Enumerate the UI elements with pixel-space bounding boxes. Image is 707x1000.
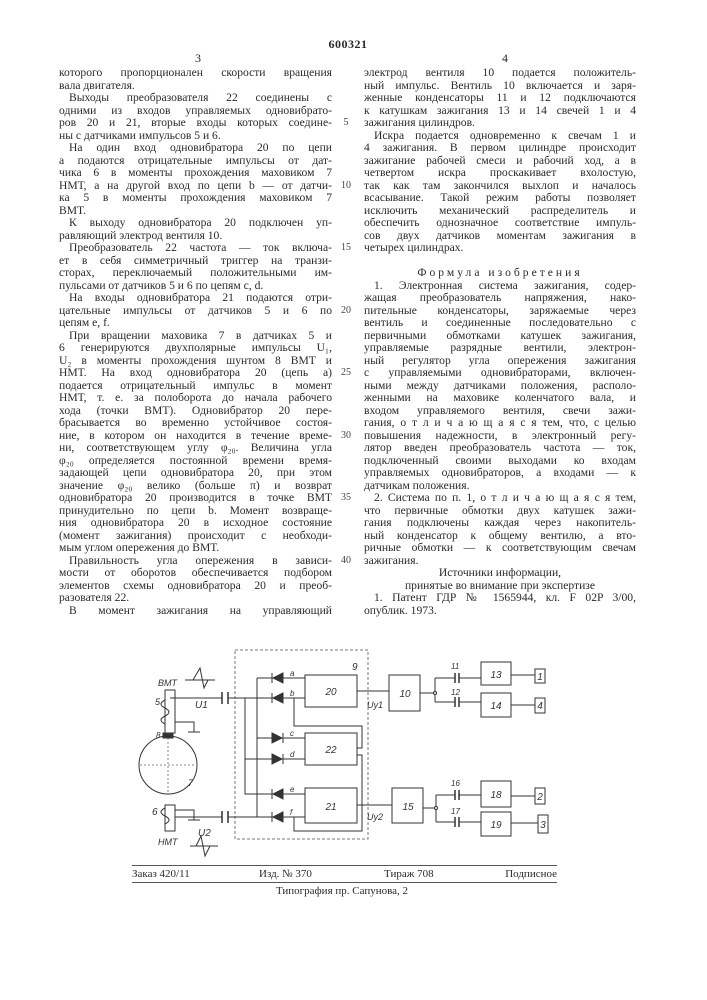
label-b: b bbox=[290, 689, 295, 698]
line-number: 10 bbox=[338, 180, 354, 191]
text-line: брасывается во временно устойчивое состоя- bbox=[59, 417, 332, 430]
diode-b bbox=[272, 693, 283, 703]
label-21: 21 bbox=[324, 802, 336, 813]
text-line: которого пропорционален скорости вращения bbox=[59, 67, 332, 80]
text-line: На один вход одновибратора 20 по цепи bbox=[59, 142, 332, 155]
label-c: c bbox=[290, 729, 294, 738]
text-line: ный конденсатор к общему вентилю, а вто- bbox=[364, 530, 636, 543]
text-line: цательные импульсы от датчиков 5 и 6 по bbox=[59, 305, 332, 318]
bus-1 bbox=[245, 698, 275, 794]
footer-order: Заказ 420/11 bbox=[132, 868, 190, 880]
text-line: пульсами от датчиков 5 и 6 по цепям c, d. bbox=[59, 280, 332, 293]
line-number: 40 bbox=[338, 555, 354, 566]
text-line: 6 генерируются двухполярные импульсы U₁, bbox=[59, 342, 332, 355]
capacitor-17 bbox=[455, 817, 459, 827]
text-line: При вращении маховика 7 в датчиках 5 и bbox=[59, 330, 332, 343]
text-line: Выходы преобразователя 22 соединены с bbox=[59, 92, 332, 105]
label-plug-2: 2 bbox=[536, 792, 543, 803]
capacitor-11 bbox=[455, 673, 459, 683]
text-line: сторах, переключаемый положительными им- bbox=[59, 267, 332, 280]
label-bdc: НМТ bbox=[158, 837, 179, 847]
text-line: ние, в котором он находится в течение време- bbox=[59, 430, 332, 443]
text-line: На входы одновибратора 21 подаются отри- bbox=[59, 292, 332, 305]
text-line: датчикам положения. bbox=[364, 480, 636, 493]
capacitor-12 bbox=[455, 697, 459, 707]
label-22: 22 bbox=[324, 745, 337, 756]
label-15: 15 bbox=[402, 802, 414, 813]
text-line: ния одновибратора 20 в исходное состояние bbox=[59, 517, 332, 530]
text-line: пительные конденсаторы, заряжаемые через bbox=[364, 305, 636, 318]
text-line: управляемых одновибраторов, а входами — к bbox=[364, 467, 636, 480]
section-heading: Формула изобретения bbox=[364, 267, 636, 280]
text-line: φ₂₀ определяется постоянной времени время- bbox=[59, 455, 332, 468]
text-line: электрод вентиля 10 подается положитель- bbox=[364, 67, 636, 80]
text-line: четырех цилиндрах. bbox=[364, 242, 636, 255]
label-16: 16 bbox=[451, 779, 460, 788]
text-line: гания подключены каждая через накопитель- bbox=[364, 517, 636, 530]
label-8: 8 bbox=[156, 731, 161, 740]
text-line: 1. Электронная система зажигания, содер- bbox=[364, 280, 636, 293]
text-line: повышения надежности, в электронный регу- bbox=[364, 430, 636, 443]
text-line: 4 зажигания. В первом цилиндре происходит bbox=[364, 142, 636, 155]
line-number: 20 bbox=[338, 305, 354, 316]
text-line: чика 6 в моменты прохождения маховиком 7 bbox=[59, 167, 332, 180]
text-line: a подаются отрицательные импульсы от дат- bbox=[59, 155, 332, 168]
left-column-number: 3 bbox=[192, 51, 204, 66]
text-line: разователя 22. bbox=[59, 592, 332, 605]
text-line: одновибратора 20 производится в точке ВМТ bbox=[59, 492, 332, 505]
label-9: 9 bbox=[352, 662, 358, 673]
label-f: f bbox=[290, 808, 293, 817]
right-column-number: 4 bbox=[499, 51, 511, 66]
text-line: опублик. 1973. bbox=[364, 605, 636, 618]
label-e: e bbox=[290, 785, 295, 794]
text-line: вала двигателя. bbox=[59, 80, 332, 93]
label-plug-3: 3 bbox=[540, 820, 546, 831]
text-line: НМТ, т. е. за полоборота до начала рабочего bbox=[59, 392, 332, 405]
text-line: Преобразователь 22 частота — ток включа- bbox=[59, 242, 332, 255]
sensor-6-core bbox=[165, 805, 175, 831]
text-line: вентиль и соединенные последовательно с bbox=[364, 317, 636, 330]
text-line: зажигания. bbox=[364, 555, 636, 568]
label-tdc: ВМТ bbox=[158, 678, 179, 688]
hv-wires bbox=[511, 675, 538, 823]
text-line: цепям e, f. bbox=[59, 317, 332, 330]
label-14: 14 bbox=[490, 701, 502, 712]
text-line: к катушкам зажигания 13 и 14 свечей 1 и 4 bbox=[364, 105, 636, 118]
node-10 bbox=[434, 692, 437, 695]
text-line: ров 20 и 21, вторые входы которых соедине- bbox=[59, 117, 332, 130]
text-line: мым углом опережения до ВМТ. bbox=[59, 542, 332, 555]
text-line: женные конденсаторы 11 и 12 подключаются bbox=[364, 92, 636, 105]
text-line: управляемые разрядные вентили, электрон- bbox=[364, 342, 636, 355]
label-6: 6 bbox=[152, 807, 158, 818]
text-line: принятые во внимание при экспертизе bbox=[364, 580, 636, 593]
label-17: 17 bbox=[451, 807, 460, 816]
text-line: ными между датчиками положения, располо- bbox=[364, 380, 636, 393]
text-line: 2. Система по п. 1, о т л и ч а ю щ а я с я тем, bbox=[364, 492, 636, 505]
text-line: ны с датчиками импульсов 5 и 6. bbox=[59, 130, 332, 143]
text-line: принудительно по цепи b. Момент возвраще- bbox=[59, 505, 332, 518]
text-line: лятор введен преобразователь частота — ток, bbox=[364, 442, 636, 455]
text-line: с управляемыми одновибраторами, включен- bbox=[364, 367, 636, 380]
diode-a bbox=[272, 673, 283, 683]
text-line: так как там закончился выхлоп и началось bbox=[364, 180, 636, 193]
text-line: обеспечить однозначное соответствие импуль- bbox=[364, 217, 636, 230]
text-line: значение φ₂₀ велико (больше π) и возврат bbox=[59, 480, 332, 493]
text-line: одними из входов управляемых одновибрато- bbox=[59, 105, 332, 118]
label-plug-4: 4 bbox=[537, 701, 543, 712]
text-line: подается отрицательный импульс в момент bbox=[59, 380, 332, 393]
text-line: первичными обмотками катушек зажигания, bbox=[364, 330, 636, 343]
text-line: (момент зажигания) происходит с необходи- bbox=[59, 530, 332, 543]
label-u2: U2 bbox=[198, 828, 211, 839]
text-line: К выходу одновибратора 20 подключен уп- bbox=[59, 217, 332, 230]
text-line: всасывание. Такой режим работы позволяет bbox=[364, 192, 636, 205]
text-line: 1. Патент ГДР № 1565944, кл. F 02P 3/00, bbox=[364, 592, 636, 605]
label-19: 19 bbox=[490, 820, 502, 831]
text-line: элементов схемы одновибратора 20 и преоб- bbox=[59, 580, 332, 593]
ground-5 bbox=[175, 722, 200, 732]
text-line: Источники информации, bbox=[364, 567, 636, 580]
text-line: женными на маховике коленчатого вала, и bbox=[364, 392, 636, 405]
waveform-u2-icon bbox=[190, 836, 218, 856]
diode-f bbox=[272, 812, 283, 822]
line-number: 15 bbox=[338, 242, 354, 253]
label-10: 10 bbox=[399, 689, 411, 700]
ground-6 bbox=[175, 810, 200, 820]
text-line: ет в себя симметричный триггер на транзи- bbox=[59, 255, 332, 268]
footer-bottom-rule bbox=[132, 882, 557, 883]
footer-subscription: Подписное bbox=[480, 868, 557, 880]
label-18: 18 bbox=[490, 790, 502, 801]
text-line: U₂ в моменты прохождения шунтом 8 ВМТ и bbox=[59, 355, 332, 368]
text-line: НМТ, а на другой вход по цепи b — от датчи- bbox=[59, 180, 332, 193]
text-line: сов двух датчиков моментам зажигания в bbox=[364, 230, 636, 243]
footer-printer: Типография пр. Сапунова, 2 bbox=[232, 885, 452, 897]
capacitor-input-2 bbox=[222, 811, 228, 823]
line-number: 30 bbox=[338, 430, 354, 441]
shunt-8 bbox=[163, 733, 173, 738]
text-line: Правильность угла опережения в зависи- bbox=[59, 555, 332, 568]
patent-number: 600321 bbox=[320, 37, 376, 52]
label-5: 5 bbox=[155, 697, 161, 707]
diode-c bbox=[272, 733, 283, 743]
text-line: ричные обмотки — к соответствующим свечам bbox=[364, 542, 636, 555]
label-a: a bbox=[290, 669, 295, 678]
line-number: 25 bbox=[338, 367, 354, 378]
text-line: В момент зажигания на управляющий bbox=[59, 605, 332, 618]
line-number: 5 bbox=[338, 117, 354, 128]
text-line: равляющий электрод вентиля 10. bbox=[59, 230, 332, 243]
text-line: хода (точки ВМТ). Одновибратор 20 пере- bbox=[59, 405, 332, 418]
label-uy1: Uу1 bbox=[367, 700, 383, 710]
sensor-5-core bbox=[165, 690, 175, 733]
text-line: подключенный своими выходами ко входам bbox=[364, 455, 636, 468]
footer-top-rule bbox=[132, 865, 557, 866]
text-line: ка 5 в моменты прохождения маховиком 7 bbox=[59, 192, 332, 205]
capacitor-input-1 bbox=[222, 692, 228, 704]
footer-edition: Изд. № 370 bbox=[259, 868, 312, 880]
text-line: что первичные обмотки двух катушек зажи- bbox=[364, 505, 636, 518]
text-line: ни, соответствующем углу φ₂₀. Величина угла bbox=[59, 442, 332, 455]
text-line: ный регулятор угла опережения зажигания bbox=[364, 355, 636, 368]
text-line: исключить механический распределитель и bbox=[364, 205, 636, 218]
text-line: НМТ. На вход одновибратора 20 (цепь a) bbox=[59, 367, 332, 380]
diode-e bbox=[272, 789, 283, 799]
capacitor-16 bbox=[455, 790, 459, 800]
line-number: 35 bbox=[338, 492, 354, 503]
label-d: d bbox=[290, 750, 295, 759]
text-line: ВМТ. bbox=[59, 205, 332, 218]
diodes bbox=[272, 673, 283, 822]
label-7: 7 bbox=[188, 778, 194, 788]
footer-circulation: Тираж 708 bbox=[384, 868, 434, 880]
label-20: 20 bbox=[324, 687, 337, 698]
text-line: мости от оборотов обеспечивается подбором bbox=[59, 567, 332, 580]
label-u1: U1 bbox=[195, 700, 208, 711]
label-13: 13 bbox=[490, 670, 502, 681]
text-line: задающей цепи одновибратора 20, при этом bbox=[59, 467, 332, 480]
label-11: 11 bbox=[451, 662, 459, 671]
node-15 bbox=[435, 807, 438, 810]
diode-d bbox=[272, 754, 283, 764]
text-line: зажигания цилиндров. bbox=[364, 117, 636, 130]
text-line: входом управляемого вентиля, свечи зажи- bbox=[364, 405, 636, 418]
label-12: 12 bbox=[451, 688, 460, 697]
text-line: Искра подается одновременно к свечам 1 и bbox=[364, 130, 636, 143]
text-line: зажигание рабочей смеси и рабочий ход, а в bbox=[364, 155, 636, 168]
text-line: гания, о т л и ч а ю щ а я с я тем, что, с целью bbox=[364, 417, 636, 430]
label-plug-1: 1 bbox=[537, 672, 543, 683]
text-line: четвертом искра проскакивает вхолостую, bbox=[364, 167, 636, 180]
text-line: ный импульс. Вентиль 10 включается и заря- bbox=[364, 80, 636, 93]
label-uy2: Uу2 bbox=[367, 812, 383, 822]
text-line: жащая преобразователь напряжения, нако- bbox=[364, 292, 636, 305]
waveform-u1-icon bbox=[185, 668, 215, 688]
circuit-diagram bbox=[0, 0, 707, 900]
